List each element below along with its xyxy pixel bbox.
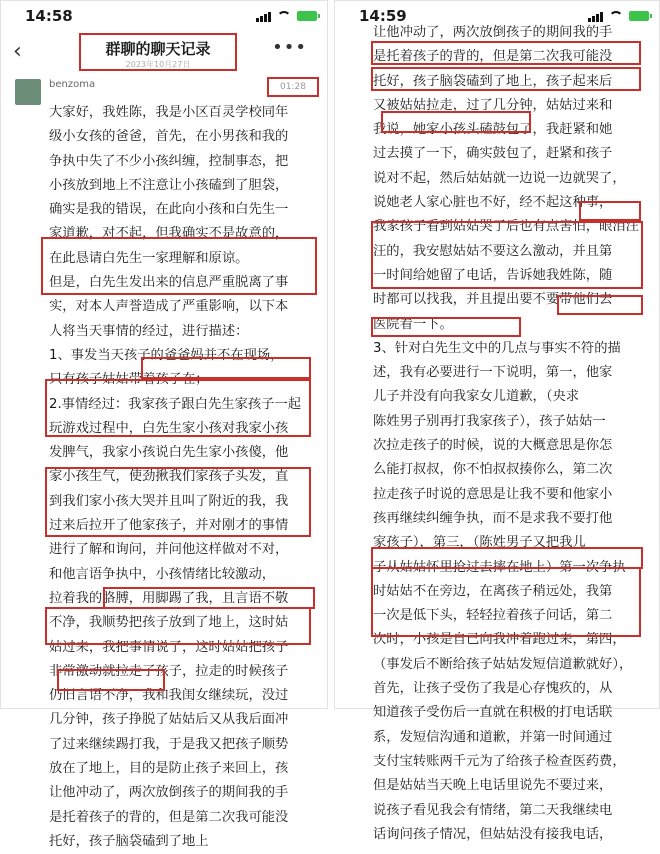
text-line: 小孩放到地上不注意让小孩磕到了胆袋， (49, 177, 289, 193)
chat-record-left-screenshot (0, 0, 328, 849)
message-time: 01:28 (267, 77, 319, 97)
text-line: 汪的，我安慰姑姑不要这么激动，并且第 (373, 243, 613, 259)
text-line: 发脾气，我家小孩说白先生家小孩傻，他 (49, 445, 289, 461)
text-line: 大家好，我姓陈，我是小区百灵学校同年 (49, 105, 289, 120)
text-line: 说她老人家心脏也不好，经不起这种事， (373, 195, 613, 211)
text-line: 话询问孩子情况，但姑姑没有接我电话， (373, 826, 613, 842)
message-header (1, 77, 327, 101)
text-line: 一时间给她留了电话，告诉她我姓陈，随 (373, 267, 613, 283)
text-line: 我说，她家小孩头磕鼓包了，我赶紧和她 (373, 122, 613, 138)
wifi-icon (277, 11, 291, 21)
wifi-icon (609, 11, 623, 21)
nav-bar (1, 31, 327, 77)
status-time: 14:58 (25, 7, 73, 25)
signal-icon (588, 11, 603, 22)
text-line: 过去摸了一下，确实鼓包了，赶紧和孩子 (373, 146, 613, 162)
text-line: 一次是低下头，轻轻拉着孩子问话，第二 (373, 608, 613, 624)
text-line: 姑过来，我把事情说了，这时姑姑把孩子 (49, 639, 289, 655)
more-icon[interactable]: ••• (272, 37, 307, 58)
text-line: 实，对本人声誉造成了严重影响，以下本 (49, 299, 289, 315)
avatar[interactable] (15, 79, 41, 105)
text-line: 过来后拉开了他家孩子，并对刚才的事情 (49, 518, 289, 534)
text-line: 几分钟，孩子挣脱了姑姑后又从我后面冲 (49, 712, 289, 728)
text-line: 说对不起，然后姑姑就一边说一边就哭了， (373, 170, 626, 186)
text-line: 子从姑姑怀里抢过去摔在地上）第一次争执 (373, 559, 626, 575)
text-line: 是托着孩子的背的，但是第二次我可能没 (49, 809, 289, 825)
text-line: 么能打叔叔，你不怕叔叔揍你么，第二次 (373, 462, 613, 478)
text-line: 但是姑姑当天晚上电话里说先不要过来， (373, 778, 613, 794)
text-line: 拉走孩子时说的意思是让我不要和他家小 (373, 486, 613, 502)
status-time: 14:59 (359, 7, 407, 25)
text-line: 3、针对白先生文中的几点与事实不符的描 (373, 340, 621, 356)
battery-icon (629, 11, 649, 21)
text-line: 述，我有必要进行一下说明，第一，他家 (373, 365, 613, 381)
text-line: 陈姓男子别再打我家孩子），孩子姑姑一 (373, 413, 606, 429)
text-line: 是托着孩子的背的，但是第二次我可能没 (373, 49, 613, 65)
text-line: 知道孩子受伤后一直就在积极的打电话联 (373, 705, 613, 721)
text-line: （事发后不断给孩子姑姑发短信道歉就好）， (373, 656, 633, 672)
page-title-box (79, 33, 237, 71)
text-line: 争执中失了不少小孩纠缠，控制事态，把 (49, 153, 289, 169)
text-line: 孩再继续纠缠争执，而不是求我不要打他 (373, 510, 613, 526)
text-line: 时都可以找我，并且提出要不要带他们去 (373, 292, 613, 308)
battery-icon (297, 11, 317, 21)
text-line: 家小孩生气，使劲揪我们家孩子头发，直 (49, 469, 289, 485)
text-line: 支付宝转账两千元为了给孩子检查医药费， (373, 753, 626, 769)
text-line: 让他冲动了，两次放倒孩子的期间我的手 (49, 785, 289, 801)
page-title: 群聊的聊天记录 (105, 40, 211, 58)
text-line: 1、事发当天孩子的爸爸妈并不在现场， (49, 347, 284, 363)
text-line: 我家孩子看到姑姑哭了后也有点害怕，眼泪汪 (373, 219, 639, 235)
username: benzoma (49, 79, 96, 90)
signal-icon (256, 11, 271, 22)
text-line: 儿子并没有向我家女儿道歉，（央求 (373, 389, 580, 405)
chat-record-right-screenshot (334, 0, 660, 842)
text-line: 放在了地上，目的是防止孩子来回上，孩 (49, 761, 289, 777)
text-line: 家道歉，对不起，但我确实不是故意的， (49, 226, 289, 242)
text-line: 系，发短信沟通和道歉，并第一时间通过 (373, 729, 613, 745)
status-bar (1, 1, 327, 31)
text-line: 级小女孩的爸爸，首先，在小男孩和我的 (49, 129, 289, 145)
text-line: 让他冲动了，两次放倒孩子的期间我的手 (373, 25, 613, 40)
text-line: 说孩子看见我会有情绪，第二天我继续电 (373, 802, 613, 818)
text-line: 次时，小孩是自己向我冲着跑过来，第四， (373, 632, 626, 648)
text-line: 但是，白先生发出来的信息严重脱离了事 (49, 275, 289, 291)
text-line: 和他言语争执中，小孩情绪比较激动， (49, 566, 276, 582)
record-date: 2023年10月27日 (125, 60, 191, 69)
text-line: 确实是我的错误，在此向小孩和白先生一 (49, 202, 289, 218)
text-line: 在此恳请白先生一家理解和原谅。 (49, 250, 249, 266)
text-line: 托好，孩子脑袋磕到了地上，孩子起来后 (373, 73, 613, 89)
text-line: 到我们家小孩大哭并且叫了附近的我，我 (49, 493, 289, 509)
text-line: 玩游戏过程中，白先生家小孩对我家小孩 (49, 420, 289, 436)
text-line: 时姑姑不在旁边，在离孩子稍远处，我第 (373, 583, 613, 599)
text-line: 进行了解和询问，并问他这样做对不对， (49, 542, 289, 558)
text-line: 又被姑姑拉走，过了几分钟，姑姑过来和 (373, 97, 613, 113)
message-text (373, 21, 653, 847)
text-line: 首先，让孩子受伤了我是心存愧疚的，从 (373, 681, 613, 697)
text-line: 拉着我的胳膊，用脚踢了我，且言语不敬 (49, 590, 289, 606)
text-line: 非常激动就拉走了孩子，拉走的时候孩子 (49, 663, 289, 679)
text-line: 只有孩子姑姑带着孩子在； (49, 372, 209, 388)
text-line: 2.事情经过：我家孩子跟白先生家孩子一起 (49, 396, 302, 412)
text-line: 人将当天事情的经过，进行描述： (49, 323, 249, 339)
text-line: 了过来继续踢打我，于是我又把孩子顺势 (49, 736, 289, 752)
text-line: 次拉走孩子的时候，说的大概意思是你怎 (373, 438, 613, 454)
text-line: 医院看一下。 (373, 316, 453, 332)
text-line: 家孩子），第三，（陈姓男子又把我儿 (373, 535, 586, 551)
text-line: 仍旧言语不净，我和我闺女继续玩，没过 (49, 688, 289, 704)
back-icon[interactable]: ‹ (13, 39, 22, 64)
text-line: 托好，孩子脑袋磕到了地上 (49, 833, 209, 849)
text-line: 不净，我顺势把孩子放到了地上，这时姑 (49, 615, 289, 631)
message-text (49, 101, 319, 854)
